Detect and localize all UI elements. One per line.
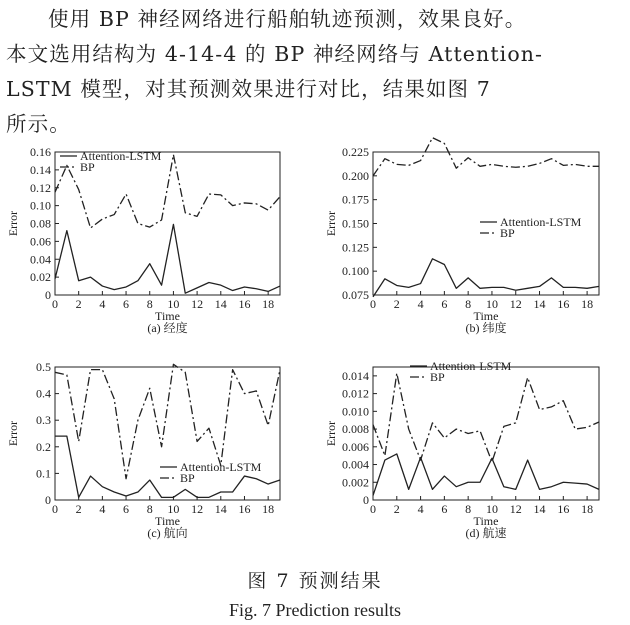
chart-legend	[410, 359, 512, 384]
y-tick-label: 0.006	[342, 439, 369, 454]
y-tick-label: 0.10	[30, 198, 51, 213]
paragraph-line-1	[6, 2, 626, 37]
y-tick-label: 0.075	[342, 288, 369, 302]
y-tick-label: 0.06	[30, 234, 51, 249]
x-tick-label: 10	[167, 297, 180, 311]
x-tick-label: 12	[509, 502, 522, 516]
y-tick-label: 0.5	[36, 360, 51, 374]
legend-label: Attention-LSTM	[180, 460, 262, 474]
x-axis-label: Time	[155, 309, 180, 323]
x-tick-label: 4	[99, 502, 106, 516]
x-tick-label: 2	[393, 297, 400, 311]
y-tick-label: 0.012	[342, 386, 369, 401]
x-tick-label: 18	[581, 297, 594, 311]
legend-label: Attention-LSTM	[80, 149, 162, 163]
y-tick-label: 0.014	[342, 368, 369, 383]
x-tick-label: 0	[52, 297, 58, 311]
y-tick-label: 0.16	[30, 145, 51, 159]
y-tick-label: 0	[45, 493, 51, 507]
x-tick-label: 12	[191, 502, 204, 516]
figure-caption-cn: 图 7 预测结果	[247, 570, 383, 592]
y-tick-label: 0.14	[30, 162, 51, 177]
x-tick-label: 16	[557, 297, 570, 311]
y-tick-label: 0.1	[36, 466, 51, 481]
subfigure-caption: (d) 航速	[465, 526, 507, 540]
x-tick-label: 14	[533, 502, 546, 516]
x-tick-label: 6	[441, 502, 448, 516]
y-axis-label: Error	[6, 420, 20, 447]
x-tick-label: 12	[191, 297, 204, 311]
chart-panel-4	[324, 359, 599, 540]
paragraph-line-2: 本文选用结构为 4-14-4 的 BP 神经网络与 Attention-	[6, 42, 544, 66]
paragraph-line-4: 所示。	[6, 112, 71, 136]
series-line-attention-lstm	[55, 224, 280, 293]
series-line-attention-lstm	[373, 454, 599, 496]
x-tick-label: 0	[370, 297, 376, 311]
chart-legend	[60, 149, 162, 174]
y-tick-label: 0.100	[342, 264, 369, 279]
x-tick-label: 10	[485, 297, 498, 311]
figure-7-charts	[0, 130, 630, 560]
x-tick-label: 14	[214, 297, 227, 311]
x-tick-label: 4	[99, 297, 106, 311]
paragraph-line-1-text: 使用 BP 神经网络进行船舶轨迹预测，效果良好。	[48, 7, 527, 31]
y-tick-label: 0.002	[342, 475, 369, 490]
x-axis-label: Time	[473, 514, 499, 528]
x-tick-label: 10	[167, 502, 180, 516]
chart-panel-1	[6, 145, 280, 335]
y-tick-label: 0.010	[342, 404, 369, 419]
y-axis-label: Error	[6, 210, 20, 237]
y-tick-label: 0.175	[342, 192, 369, 207]
y-axis-label: Error	[324, 420, 338, 447]
paragraph-line-3: LSTM 模型，对其预测效果进行对比，结果如图 7	[6, 77, 491, 101]
y-tick-label: 0.150	[342, 216, 369, 231]
y-tick-label: 0.225	[342, 145, 369, 159]
x-tick-label: 8	[146, 297, 153, 311]
subfigure-caption: (b) 纬度	[465, 321, 507, 335]
y-tick-label: 0.2	[36, 439, 51, 454]
x-tick-label: 16	[238, 502, 251, 516]
chart-legend	[160, 460, 262, 485]
x-tick-label: 0	[370, 502, 376, 516]
x-tick-label: 8	[465, 502, 472, 516]
y-tick-label: 0.08	[30, 216, 51, 231]
x-tick-label: 0	[52, 502, 58, 516]
x-tick-label: 18	[262, 297, 275, 311]
chart-legend	[480, 215, 582, 240]
y-tick-label: 0.200	[342, 168, 369, 183]
x-tick-label: 18	[581, 502, 594, 516]
x-tick-label: 8	[465, 297, 472, 311]
x-tick-label: 14	[533, 297, 546, 311]
y-axis-label: Error	[324, 210, 338, 237]
y-tick-label: 0.3	[36, 413, 51, 428]
x-tick-label: 16	[238, 297, 251, 311]
x-tick-label: 14	[214, 502, 227, 516]
legend-label: BP	[180, 471, 195, 485]
series-line-bp	[373, 373, 599, 462]
y-tick-label: 0.02	[30, 270, 51, 285]
series-line-attention-lstm	[373, 259, 599, 297]
legend-label: BP	[430, 370, 445, 384]
y-tick-label: 0.004	[342, 457, 369, 472]
y-tick-label: 0.04	[30, 252, 51, 267]
y-tick-label: 0.12	[30, 180, 51, 195]
x-tick-label: 10	[485, 502, 498, 516]
x-tick-label: 8	[146, 502, 153, 516]
chart-panel-3	[6, 360, 280, 540]
x-tick-label: 4	[417, 502, 424, 516]
x-tick-label: 12	[509, 297, 522, 311]
legend-label: BP	[80, 160, 95, 174]
subfigure-caption: (a) 经度	[147, 321, 188, 335]
x-tick-label: 2	[75, 502, 82, 516]
y-tick-label: 0.125	[342, 240, 369, 255]
x-tick-label: 2	[393, 502, 400, 516]
x-tick-label: 6	[441, 297, 448, 311]
chart-panel-2	[324, 138, 599, 335]
legend-label: Attention-LSTM	[500, 215, 582, 229]
legend-label: BP	[500, 226, 515, 240]
x-axis-label: Time	[473, 309, 499, 323]
y-tick-label: 0.4	[36, 386, 51, 401]
series-line-bp	[373, 138, 599, 176]
x-tick-label: 16	[557, 502, 570, 516]
x-tick-label: 6	[123, 297, 130, 311]
legend-label: Attention-LSTM	[430, 359, 512, 373]
x-tick-label: 6	[123, 502, 130, 516]
x-tick-label: 4	[417, 297, 424, 311]
figure-caption-en: Fig. 7 Prediction results	[229, 600, 401, 620]
x-axis-label: Time	[155, 514, 180, 528]
x-tick-label: 2	[75, 297, 82, 311]
y-tick-label: 0	[363, 493, 369, 507]
x-tick-label: 18	[262, 502, 275, 516]
y-tick-label: 0	[45, 288, 51, 302]
plot-frame	[373, 367, 599, 500]
y-tick-label: 0.008	[342, 422, 369, 437]
subfigure-caption: (c) 航向	[147, 526, 188, 540]
